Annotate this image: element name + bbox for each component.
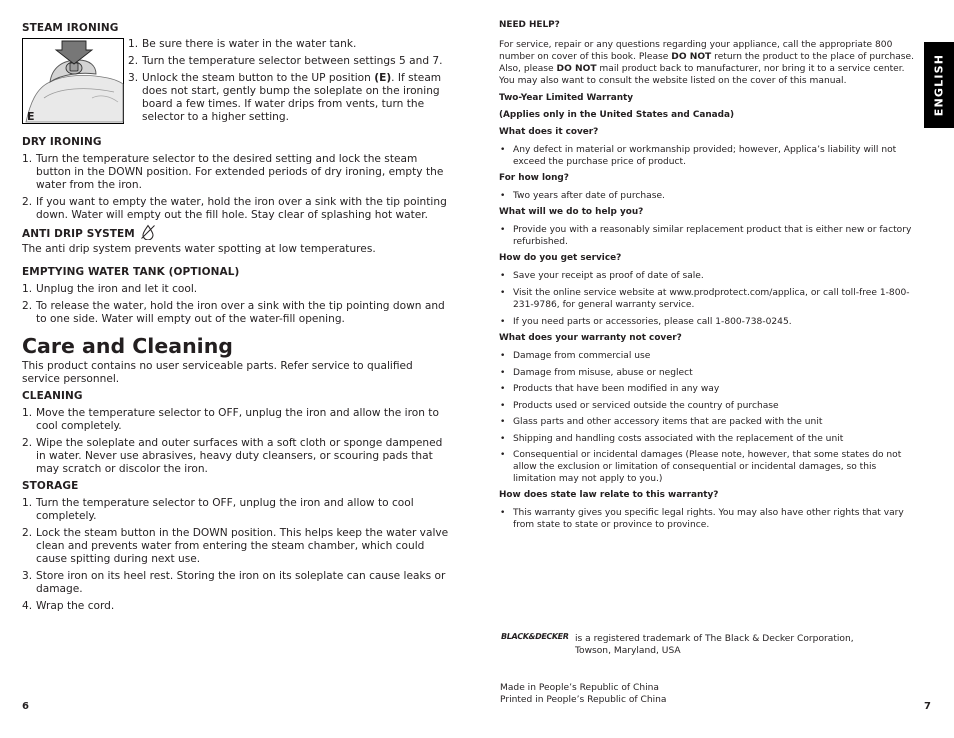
q-state-law-list — [499, 507, 915, 531]
page-number-left: 6 — [22, 701, 29, 712]
warranty-title: Two-Year Limited Warranty — [499, 93, 634, 103]
list-item: • Consequential or incidental damages (Please note, however, that some states do not allow the exclusion or limitation of consequential or incidental damages, so this limitation may not apply to you.) — [500, 450, 902, 484]
list-item: • Shipping and handling costs associated with the replacement of the unit — [500, 433, 844, 444]
figure-label: E — [27, 110, 35, 123]
cleaning-steps — [22, 407, 454, 476]
language-tab-label: ENGLISH — [932, 53, 946, 117]
list-item: • Visit the online service website at www.prodprotect.com/applica, or call toll-free 1-800-231-9786, for general warranty service. — [500, 288, 910, 310]
list-item: 1. Turn the temperature selector to the desired setting and lock the steam button in the DOWN position. For extended periods of dry ironing, empty the water from the iron. — [22, 153, 444, 191]
trademark-text: is a registered trademark of The Black & Decker Corporation, Towson, Maryland, USA — [575, 634, 854, 656]
iron-steam-button-icon — [22, 38, 124, 124]
q-not-cover-list — [499, 350, 915, 485]
q-service-list — [499, 270, 915, 328]
list-item: 3. Unlock the steam button to the UP position (E). If steam does not start, gently bump the soleplate on the ironing board a few times. If water drips from vents, turn the selector to a higher setting. — [128, 72, 442, 123]
dry-ironing-section — [22, 136, 454, 256]
list-item: • Any defect in material or workmanship provided; however, Applica’s liability will not exceed the purchase price of product. — [500, 145, 897, 167]
list-item: 1. Move the temperature selector to OFF, unplug the iron and allow the iron to cool completely. — [22, 407, 439, 432]
anti-drip-text: The anti drip system prevents water spotting at low temperatures. — [22, 243, 376, 255]
steam-ironing-steps — [128, 38, 454, 128]
q-help-list — [499, 224, 915, 248]
storage-steps — [22, 497, 454, 613]
anti-drip-heading-row — [22, 224, 454, 241]
list-item: 1. Turn the temperature selector to OFF, unplug the iron and allow to cool completely. — [22, 497, 414, 522]
care-section — [22, 334, 454, 617]
q-cover-heading: What does it cover? — [499, 127, 599, 137]
list-item: 1. Unplug the iron and let it cool. — [22, 283, 198, 295]
steam-ironing-heading: STEAM IRONING — [22, 22, 119, 34]
list-item: 1. Be sure there is water in the water tank. — [128, 38, 357, 50]
q-state-law-heading: How does state law relate to this warranty? — [499, 490, 719, 500]
q-service-heading: How do you get service? — [499, 253, 622, 263]
q-how-long-heading: For how long? — [499, 173, 569, 183]
emptying-heading: EMPTYING WATER TANK (OPTIONAL) — [22, 266, 240, 278]
warranty-scope: (Applies only in the United States and Canada) — [499, 110, 735, 120]
q-cover-list — [499, 144, 915, 168]
right-page — [499, 18, 915, 531]
q-how-long-list — [499, 190, 915, 202]
list-item: • Provide you with a reasonably similar replacement product that is either new or factory refurbished. — [500, 225, 912, 247]
dry-ironing-heading: DRY IRONING — [22, 136, 102, 148]
emptying-steps — [22, 283, 454, 326]
list-item: 2. To release the water, hold the iron over a sink with the tip pointing down and to one side. Water will empty out of the water-fill opening. — [22, 300, 445, 325]
list-item: • Products used or serviced outside the country of purchase — [500, 400, 779, 411]
care-intro: This product contains no user serviceable parts. Refer service to qualified service personnel. — [22, 360, 413, 385]
storage-heading: STORAGE — [22, 480, 79, 492]
list-item: • Two years after date of purchase. — [500, 191, 665, 201]
list-item: • Damage from commercial use — [500, 351, 651, 361]
anti-drip-icon — [140, 224, 156, 240]
need-help-text: For service, repair or any questions regarding your appliance, call the appropriate 800 number on cover of this book. Please DO NOT return the product to the place of purchase. Also, please DO NOT mail product back to manufacturer, nor bring it to a service center. You may also want to consult the website listed on the cover of this manual. — [499, 40, 915, 86]
q-not-cover-heading: What does your warranty not cover? — [499, 333, 682, 343]
printed-in-text: Printed in People’s Republic of China — [500, 695, 667, 705]
list-item: • Damage from misuse, abuse or neglect — [500, 367, 693, 378]
list-item: 4. Wrap the cord. — [22, 600, 115, 612]
cleaning-heading: CLEANING — [22, 390, 83, 402]
dry-ironing-steps — [22, 153, 454, 222]
list-item: • Glass parts and other accessory items that are packed with the unit — [500, 417, 823, 427]
list-item: 2. Wipe the soleplate and outer surfaces with a soft cloth or sponge dampened in water. Never use abrasives, heavy duty cleansers, or scouring pads that may scratch or discolor the iron. — [22, 437, 443, 475]
care-title: Care and Cleaning — [22, 334, 233, 358]
list-item: 3. Store iron on its heel rest. Storing the iron on its soleplate can cause leaks or damage. — [22, 570, 446, 595]
list-item: 2. Lock the steam button in the DOWN position. This helps keep the water valve clean and prevents water from entering the steam chamber, which could cause spitting during next use. — [22, 527, 449, 565]
steam-button-illustration — [22, 38, 124, 124]
list-item: • Products that have been modified in any way — [500, 384, 720, 394]
list-item: • This warranty gives you specific legal rights. You may also have other rights that vary from state to state or province to province. — [500, 508, 904, 530]
page-number-right: 7 — [924, 701, 931, 712]
list-item: • Save your receipt as proof of date of sale. — [500, 271, 704, 281]
list-item: 2. If you want to empty the water, hold the iron over a sink with the tip pointing down. Water will empty out the fill hole. Stay clear of splashing hot water. — [22, 196, 447, 221]
q-help-heading: What will we do to help you? — [499, 207, 644, 217]
list-item: 2. Turn the temperature selector between settings 5 and 7. — [128, 55, 443, 67]
black-decker-logo: BLACK&DECKER — [500, 632, 570, 641]
anti-drip-heading: ANTI DRIP SYSTEM — [22, 228, 135, 240]
need-help-heading: NEED HELP? — [499, 20, 560, 30]
list-item: • If you need parts or accessories, please call 1-800-738-0245. — [500, 317, 792, 327]
made-in-text: Made in People’s Republic of China — [500, 683, 659, 693]
emptying-section — [22, 266, 454, 330]
language-tab — [924, 42, 954, 128]
